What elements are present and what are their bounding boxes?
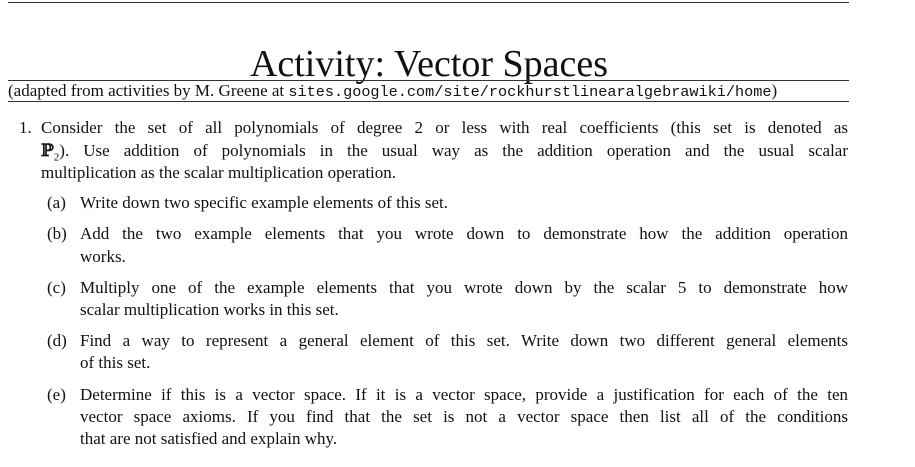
credit-url: sites.google.com/site/rockhurstlinearalgebrawiki/home [288, 83, 772, 101]
credit-prefix: (adapted from activities by M. Greene at [8, 81, 289, 100]
problem-line-3: multiplication as the scalar multiplication operation. [41, 163, 397, 182]
top-rule [8, 2, 849, 3]
problem-line-2-text: ). Use addition of polynomials in the usual way as the addition operation and the usual scalar [59, 141, 848, 160]
part-d-line-1: Find a way to represent a general element of this set. Write down two different general elements [80, 331, 848, 350]
part-e-line-2: vector space axioms. If you find that the set is not a vector space then list all of the conditions [80, 407, 848, 426]
polynomial-space-subscript: 2 [53, 151, 60, 164]
problem-number: 1. [19, 118, 32, 137]
part-c-label: (c) [47, 278, 66, 297]
part-c-line-1: Multiply one of the example elements that you wrote down by the scalar 5 to demonstrate how [80, 278, 848, 297]
part-d-label: (d) [47, 331, 67, 350]
part-b-line-1: Add the two example elements that you wrote down to demonstrate how the addition operation [80, 224, 848, 243]
problem-line-1: Consider the set of all polynomials of degree 2 or less with real coefficients (this set is denoted as [41, 118, 848, 137]
part-a-line-1: Write down two specific example elements of this set. [80, 193, 449, 212]
polynomial-space-symbol: ℙ [41, 141, 54, 161]
part-b-line-2: works. [80, 247, 126, 266]
part-e-line-3: that are not satisfied and explain why. [80, 429, 338, 448]
part-d-line-2: of this set. [80, 353, 151, 372]
part-a-label: (a) [47, 193, 66, 212]
credit-line [8, 80, 868, 103]
credit-suffix: ) [771, 81, 778, 100]
part-e-label: (e) [47, 385, 66, 404]
page-title: Activity: Vector Spaces [249, 43, 609, 86]
part-c-line-2: scalar multiplication works in this set. [80, 300, 339, 319]
part-e-line-1: Determine if this is a vector space. If it is a vector space, provide a justification for each of the ten [80, 385, 848, 404]
credit-rule-bottom [8, 101, 849, 102]
part-b-label: (b) [47, 224, 67, 243]
